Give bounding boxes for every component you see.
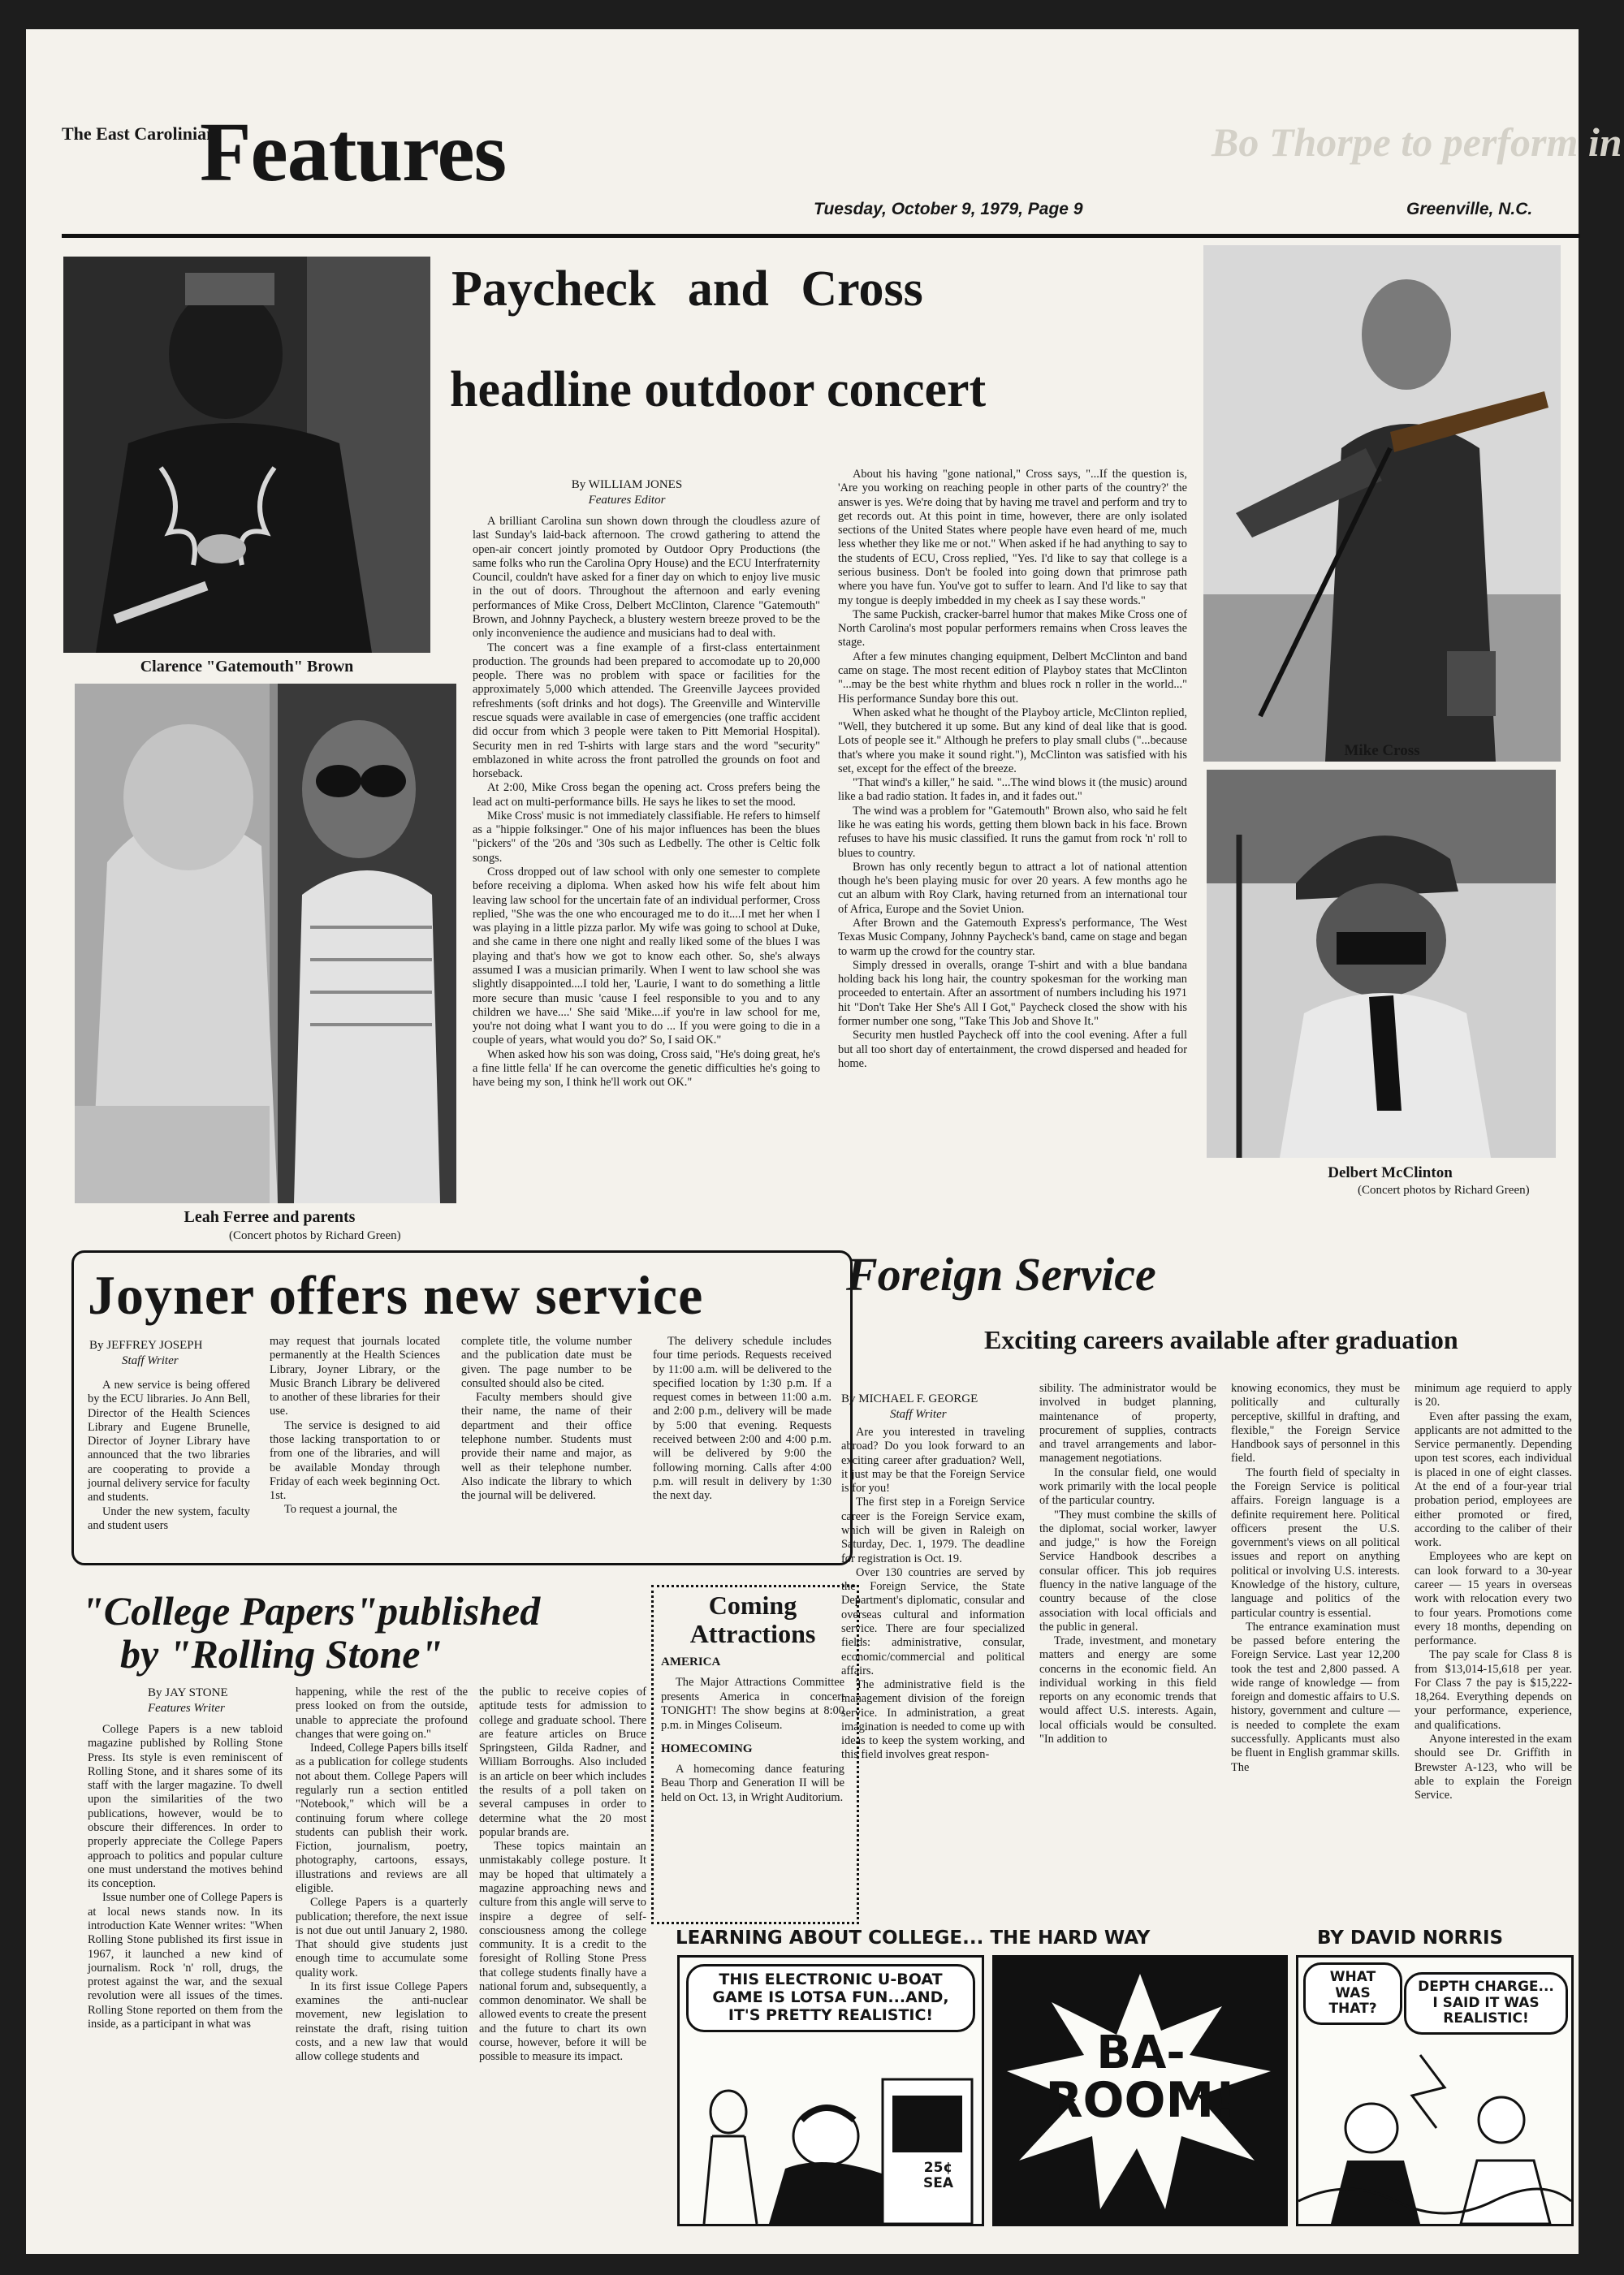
joyner-byline-role: Staff Writer: [122, 1353, 179, 1367]
foreign-column-1: [841, 1426, 1025, 1923]
foreign-byline: [841, 1392, 1020, 1422]
concert-column-1: [473, 515, 820, 1237]
concert-paragraph: The concert was a fine example of a first-class entertainment production. The grounds had been prepared to accomodate up to 20,000 people. There was no problem with space or facilities for the approximately 5,000 which attended. The Greenville Jaycees provided refreshments (soft drinks and hot dogs). The Greenville and Winterville rescue squads were available in case of emergencies (one traffic accident did occur from which 3 people were taken to Pitt Memorial Hospital). Security men in red T-shirts with large stars and the word "security" emblazoned in white across the front patrolled the grounds on foot and horseback.: [473, 641, 820, 781]
college-paragraph: Issue number one of College Papers is at local news stands now. In its introduction Kate Wenner writes: "When Rolling Stone published its first issue in 1967, it launched a new kind of journalism. Rock 'n' roll, drugs, the protest against the war, and the sexual revolution were all issues of the times. Rolling Stone reported on them from the inside, as a participant in what was: [88, 1891, 283, 2031]
comic-boom-part1: BA-: [1096, 2027, 1186, 2079]
joyner-byline: [89, 1338, 252, 1369]
coming-label-america: AMERICA: [661, 1656, 721, 1668]
concert-paragraph: Mike Cross' music is not immediately classifiable. He refers to himself as a "hippie folksinger." One of his major influences has been the blues "pickers" of the '20s and '30s such as Ledbelly. The other is Celtic folk songs.: [473, 809, 820, 865]
newspaper-page: [26, 29, 1622, 2254]
college-headline-line1: "College Papers"published: [81, 1588, 541, 1634]
caption-gatemouth-brown: Clarence "Gatemouth" Brown: [140, 658, 354, 676]
coming-title-line1: Coming: [708, 1591, 797, 1620]
comic-title: LEARNING ABOUT COLLEGE... THE HARD WAY: [676, 1927, 1151, 1949]
joyner-column-4: [653, 1335, 831, 1549]
foreign-service-headline: Foreign Service: [846, 1248, 1156, 1301]
publication-name: The East Carolinian: [62, 123, 217, 144]
foreign-paragraph: Are you interested in traveling abroad? Do you look forward to an exciting career after graduation? Well, it just may be that the Foreign Service is for you!: [841, 1426, 1025, 1496]
photo-leah-ferree: [75, 684, 456, 1203]
foreign-column-3: [1231, 1382, 1400, 1923]
concert-paragraph: About his having "gone national," Cross says, "...If the question is, 'Are you working on reaching people in other parts of the country?' the answer is yes. We're doing that by having me travel and perform and try to get records out. At this point in time, however, there are only isolated sections of the United States where people have even heard of me, much less whether they like me or not." When asked if he had anything to say to the students of ECU, Cross replied, "Yes. I'd like to say that college is a serious business. Don't be fooled into going down that primrose path where you have fun. You've got to suffer to learn. And I'd like to say that my tongue is deeply imbedded in my cheek as I say these words.": [838, 468, 1187, 607]
coming-label-homecoming: HOMECOMING: [661, 1742, 753, 1755]
college-column-2: [296, 1686, 468, 2246]
comic-speech-bubble-2: WHAT WAS THAT?: [1303, 1962, 1402, 2025]
college-headline-line2: by "Rolling Stone": [120, 1630, 443, 1677]
joyner-paragraph: To request a journal, the: [284, 1503, 398, 1517]
coming-attractions-title: [659, 1591, 846, 1648]
concert-byline-name: By WILLIAM JONES: [571, 478, 683, 491]
foreign-paragraph: knowing economics, they must be politically and culturally perceptive, skillful in drafting, and flexible," the Foreign Service Handbook says of personnel in this field.: [1231, 1382, 1400, 1466]
caption-delbert-mcclinton: Delbert McClinton: [1328, 1164, 1453, 1181]
photo-gatemouth-brown: [63, 257, 430, 653]
concert-paragraph: A brilliant Carolina sun shown down through the cloudless azure of last Sunday's laid-back afternoon. The crowd gathering to attend the open-air concert jointly promoted by Outdoor Opry Productions (the same folks who run the Carolina Opry House) and the ECU Interfraternity Council, couldn't have asked for a finer day on which to enjoy live music in the out of doors. Throughout the afternoon and early evening performances of Mike Cross, Delbert McClinton, Clarence "Gatemouth" Brown, and Johnny Paycheck, a blustery western breeze proved to be the only inconvenience the audience and musicians had to deal with.: [473, 515, 821, 641]
foreign-column-4: [1415, 1382, 1572, 1923]
comic-panel-3: [1296, 1955, 1574, 2226]
college-paragraph: the public to receive copies of aptitude tests for admission to college and graduate school. There are feature articles on Bruce Springsteen, Gilda Radner, and William Borroughs. Also included is an article on beer which includes the results of a poll taken on several campuses in order to determine what the 20 most popular brands are.: [479, 1686, 646, 1839]
concert-paragraph: At 2:00, Mike Cross began the opening act. Cross prefers being the lead act on multi-performance bills. He says he likes to set the mood.: [473, 781, 820, 809]
photo-credit-right: (Concert photos by Richard Green): [1358, 1184, 1530, 1197]
foreign-paragraph: Employees who are kept on can look forward to a 30-year career — 15 years in overseas work with relocation every two to four years. Promotions come every 18 months, depending on performance.: [1415, 1550, 1572, 1648]
foreign-paragraph: sibility. The administrator would be involved in budget planning, maintenance of property, procurement of supplies, contracts and travel arrangements and labor-management negotiations.: [1039, 1382, 1216, 1466]
college-byline-name: By JAY STONE: [148, 1686, 228, 1699]
coming-text-america: The Major Attractions Committee presents America in concert TONIGHT! The show begins at 8:00 p.m. in Minges Coliseum.: [661, 1676, 844, 1732]
college-column-1: [88, 1723, 283, 2243]
concert-headline-line1: Paycheck and Cross: [451, 261, 923, 317]
concert-column-2: [838, 468, 1187, 1239]
concert-paragraph: When asked how his son was doing, Cross said, "He's doing great, he's a fine little fella' If he can overcome the genetic difficulties he's going to have being my son, I think he'll work out OK.": [473, 1047, 820, 1090]
bleedthrough-headline: Bo Thorpe to perform in: [1212, 119, 1622, 165]
college-column-3: [479, 1686, 646, 2246]
caption-leah-ferree: Leah Ferree and parents: [184, 1208, 356, 1226]
masthead-rule: [62, 234, 1580, 238]
concert-byline-role: Features Editor: [588, 493, 666, 507]
joyner-column-2: [270, 1335, 440, 1549]
foreign-paragraph: Over 130 countries are served by the Foreign Service, the State Department's diplomatic, consular and overseas cultural and information service. There are four specialized fields: administrative, consular, economic/commercial and political affairs.: [841, 1565, 1025, 1677]
foreign-column-2: [1039, 1382, 1216, 1923]
concert-paragraph: Brown has only recently begun to attract a lot of national attention though he's been playing music for over 20 years. A few months ago he cut an album with Roy Clark, having returned from an international tour of Africa, Europe and the Soviet Union.: [838, 860, 1187, 916]
foreign-paragraph: In the consular field, one would work primarily with the local people of the particular country.: [1039, 1466, 1216, 1508]
comic-boom-part2: ROOM!: [1045, 2072, 1237, 2129]
photo-mike-cross: [1203, 245, 1561, 762]
foreign-paragraph: The administrative field is the management division of the foreign service. In administration, a great imagination is needed to come up with ideas to keep the system working, and this field involves great respon-: [841, 1678, 1025, 1762]
section-title: Features: [200, 106, 507, 199]
college-paragraph: happening, while the rest of the press looked on from the outside, unable to appreciate the profound changes that were going on.": [296, 1686, 468, 1741]
foreign-byline-role: Staff Writer: [890, 1407, 947, 1421]
caption-mike-cross: Mike Cross: [1344, 742, 1420, 759]
comic-coin-label: SEA: [923, 2174, 954, 2191]
foreign-paragraph: The entrance examination must be passed before entering the Foreign Service. Last year 12,200 took the test and 2,800 passed. A wide range of knowledge — from foreign and domestic affairs to U.S. history, government and culture — is needed to complete the exam successfully. Applicants must also be fluent in English grammar skills. The: [1231, 1620, 1400, 1774]
concert-paragraph: Cross dropped out of law school with only one semester to complete before receiving a diploma. When asked how his wife felt about him leaving law school for the uncertain fate of an individual performer, Cross replied, "She was the one who encouraged me to do it....I met her when I was playing in a little pizza parlor. My wife was going to school at Duke, and she came in there one night and really liked some of the blues I was playing and that's how we got to know each other. So, she's always assumed I was a musician primarily. When I went to law school she was slightly disappointed....I told her, 'Laurie, I want to do something a little more secure than music 'cause I feel responsible to you and to any children we have....' She said 'Mike....if you're in law school for me, you're not doing what I want you to do ... If you were going to die in a couple of years, what would you do?' So, I said OK.": [473, 866, 820, 1047]
concert-paragraph: Security men hustled Paycheck off into the cool evening. After a full but all too short day of entertainment, the crowd dispersed and headed for home.: [838, 1029, 1187, 1070]
concert-byline: [546, 477, 708, 508]
coming-title-line2: Attractions: [689, 1619, 816, 1649]
comic-speech-bubble-3: DEPTH CHARGE... I SAID IT WAS REALISTIC!: [1404, 1972, 1568, 2035]
college-paragraph: In its first issue College Papers examines the anti-nuclear movement, new legislation to reinstate the draft, rising tuition costs, and a new law that would allow college students and: [296, 1979, 468, 2064]
comic-boom-text: [1043, 2027, 1238, 2129]
joyner-paragraph: The service is designed to aid those lacking transportation to or from one of the libraries, and will be available Monday through Friday of each week beginning Oct. 1st.: [270, 1418, 440, 1503]
concert-paragraph: When asked what he thought of the Playboy article, McClinton replied, "Well, they butchered it up some. But any kind of deal like that is good. Lots of people see it." Although he prefers to play small clubs ("...because that's where you make it sound right."), McClinton was satisfied with his set, except for the effect of the breeze.: [838, 706, 1187, 775]
foreign-byline-name: By MICHAEL F. GEORGE: [841, 1392, 978, 1405]
joyner-paragraph: A new service is being offered by the ECU libraries. Jo Ann Bell, Director of the Health Sciences Library and Eugene Brunelle, Director of Joyner Library have announced that the two libraries are cooperating to provide a journal delivery service for faculty and students.: [88, 1379, 250, 1504]
joyner-column-1: [88, 1379, 250, 1549]
comic-speech-bubble-1: THIS ELECTRONIC U-BOAT GAME IS LOTSA FUN...AND, IT'S PRETTY REALISTIC!: [686, 1964, 975, 2032]
concert-paragraph: Simply dressed in overalls, orange T-shirt and with a blue bandana holding back his long hair, the country spokesman for the working man proceeded to entertain. After an assortment of numbers including his 1971 hit "Don't Take Her She's All I Got," Paycheck closed the show with his former number one song, "Take This Job and Shove It.": [838, 958, 1187, 1028]
joyner-byline-name: By JEFFREY JOSEPH: [89, 1339, 203, 1352]
city-line: Greenville, N.C.: [1406, 200, 1533, 218]
concert-paragraph: The wind was a problem for "Gatemouth" Brown also, who said he felt like he was eating his words, getting them blown back in his face. Brown refuses to have his music classified. It runs the gamut from rock 'n' roll to blues to country.: [838, 804, 1187, 860]
concert-headline-line2: headline outdoor concert: [450, 362, 987, 417]
joyner-paragraph: may request that journals located permanently at the Health Sciences Library, Joyner Library, or the Music Branch Library be delivered to another of these libraries for their use.: [270, 1335, 440, 1418]
joyner-paragraph: The delivery schedule includes four time periods. Requests received by 11:00 a.m. will be delivered to the specified location by 1:30 p.m. If a request comes in between 11:00 a.m. and 2:00 p.m., delivery will be made by 5:00 that evening. Requests received between 2:00 and 4:00 p.m. will be delivered by 9:00 the following morning. Calls after 4:00 p.m. will result in delivery by 1:30 the next day.: [653, 1335, 831, 1503]
dateline: Tuesday, October 9, 1979, Page 9: [814, 200, 1083, 218]
joyner-paragraph: Faculty members should give their name, the name of their department and their office telephone number. Students must provide their name and major, as well as their telephone number. Also indicate the library to which the journal will be delivered.: [461, 1391, 632, 1503]
foreign-paragraph: The first step in a Foreign Service career is the Foreign Service exam, which will be given in Raleigh on Saturday, Dec. 1, 1979. The deadline for registration is Oct. 19.: [841, 1496, 1025, 1565]
comic-author: BY DAVID NORRIS: [1317, 1927, 1504, 1949]
foreign-service-subhead: Exciting careers available after graduation: [984, 1325, 1458, 1354]
concert-paragraph: After Brown and the Gatemouth Express's performance, The West Texas Music Company, Johnny Paycheck's band, came on stage and began to warm up the crowd for the country star.: [838, 917, 1187, 958]
foreign-paragraph: The fourth field of specialty in the Foreign Service is political affairs. Foreign language is a definite requirement here. Political officers present the U.S. government's views on all political issues and report on anything political or involving U.S. interests. Knowledge of the history, culture, language and politics of the particular country is essential.: [1231, 1466, 1400, 1620]
joyner-paragraph: complete title, the volume number and the publication date must be given. The page number to be consulted should also be cited.: [461, 1335, 632, 1390]
foreign-paragraph: Even after passing the exam, applicants are not admitted to the Service permanently. Depending upon test scores, each individual is placed in one of eight classes. At the end of a four-year trial probation period, employees are either promoted or fired, according to the caliber of their work.: [1415, 1409, 1572, 1550]
foreign-paragraph: minimum age requierd to apply is 20.: [1415, 1382, 1572, 1409]
college-paragraph: These topics maintain an unmistakably college posture. It may be hoped that ultimately a magazine approaching news and culture from this angle will serve to inspire a degree of self-consciousness among the college community. It is a credit to the foresight of Rolling Stone Press that college students finally have a national forum and, subsequently, a common denominator. We shall be allowed events to create the present and the future to chart its own course, however, before it will be possible to measure its impact.: [479, 1840, 646, 2064]
foreign-paragraph: "They must combine the skills of the diplomat, social worker, lawyer and judge," is how the Foreign Service Handbook describes a consular officer. This job requires fluency in the native language of the country because of the close association with local officials and the public in general.: [1039, 1508, 1216, 1634]
college-byline: [148, 1686, 294, 1716]
comic-coin-price: 25¢: [923, 2160, 953, 2176]
photo-credit-left: (Concert photos by Richard Green): [229, 1229, 401, 1242]
college-papers-headline: [81, 1590, 698, 1675]
college-paragraph: College Papers is a new tabloid magazine published by Rolling Stone Press. Its style is even reminiscent of Rolling Stone, and it shares some of its staff with the larger magazine. To dwell upon the similarities of the two publications, however, would be to obscure their differences. In order to properly appreciate the College Papers approach to politics and popular culture one must understand the motives behind its conception.: [88, 1723, 283, 1891]
comic-panel-1: [677, 1955, 984, 2226]
comic-panel-2: [992, 1955, 1288, 2226]
concert-paragraph: "That wind's a killer," he said. "...The wind blows it (the music) around like a bad radio station. It fades in, and it fades out.": [838, 776, 1187, 804]
coming-attractions-body: [661, 1655, 844, 1806]
concert-paragraph: After a few minutes changing equipment, Delbert McClinton and band came on stage. The most recent edition of Playboy states that McClinton "...may be the best white rhythm and blues rock n roller in the world..." His performance Sunday bore this out.: [838, 650, 1187, 706]
concert-paragraph: The same Puckish, cracker-barrel humor that makes Mike Cross one of North Carolina's most popular performers remains when Cross leaves the stage.: [838, 607, 1187, 650]
college-paragraph: College Papers is a quarterly publication; therefore, the next issue is not due out until January 2, 1980. That should give students just enough time to accumulate some quality work.: [296, 1896, 468, 1979]
joyner-headline: Joyner offers new service: [88, 1264, 704, 1326]
college-paragraph: Indeed, College Papers bills itself as a publication for college students not about them. College Papers will regularly run a section entitled "Notebook," which will be a continuing forum where college students can publish their work. Fiction, journalism, poetry, photography, cartoons, essays, illustrations and reviews are all eligible.: [296, 1742, 468, 1895]
foreign-paragraph: The pay scale for Class 8 is from $13,014-15,618 per year. For Class 7 the pay is $15,222-18,264. Everything depends on your performance, experience, and qualifications.: [1415, 1648, 1572, 1732]
photo-delbert-mcclinton: [1207, 770, 1556, 1158]
joyner-column-3: [461, 1335, 632, 1549]
foreign-paragraph: Trade, investment, and monetary matters and energy are some concerns in the economic field. An individual working in this field reports on any economic trends that would affect U.S. interests. Again, local officials would be consulted. "In addition to: [1039, 1634, 1216, 1746]
college-byline-role: Features Writer: [148, 1701, 225, 1715]
coming-text-homecoming: A homecoming dance featuring Beau Thorp and Generation II will be held on Oct. 13, in Wright Auditorium.: [661, 1762, 844, 1804]
foreign-paragraph: Anyone interested in the exam should see Dr. Griffith in Brewster A-123, who will be able to explain the Foreign Service.: [1415, 1733, 1572, 1802]
comic-coin-sign: [923, 2161, 953, 2191]
joyner-paragraph: Under the new system, faculty and student users: [88, 1504, 250, 1532]
